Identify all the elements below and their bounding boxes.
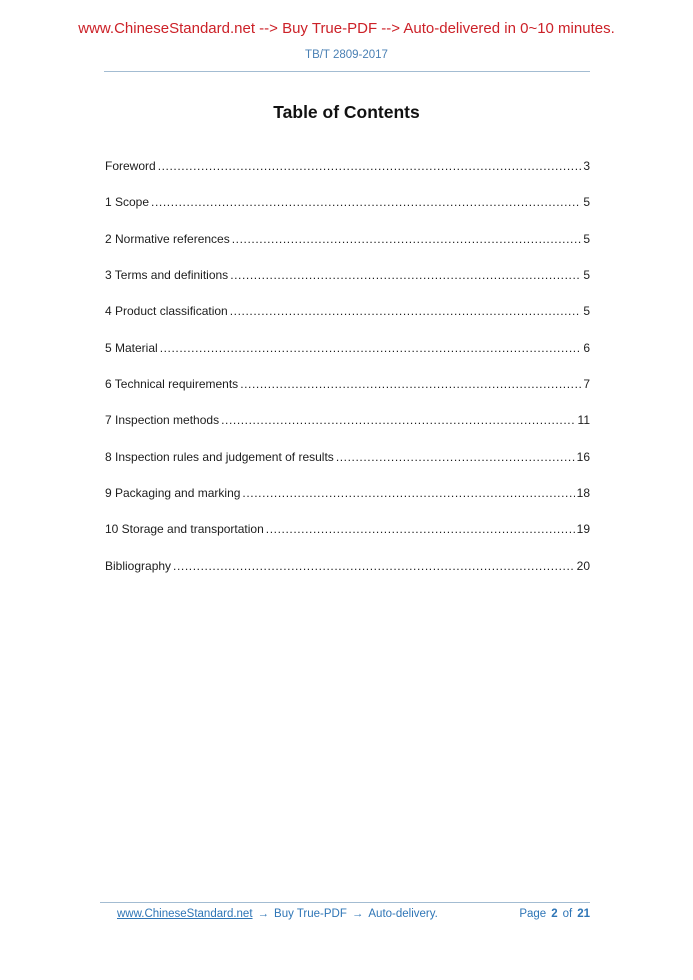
toc-entry-label: 2 Normative references bbox=[105, 231, 230, 246]
header-divider bbox=[104, 71, 590, 72]
footer-site-link[interactable]: www.ChineseStandard.net bbox=[117, 908, 253, 920]
toc-entry-label: 9 Packaging and marking bbox=[105, 486, 241, 501]
page-indicator bbox=[519, 908, 590, 920]
toc-entry-page: 5 bbox=[583, 195, 590, 210]
toc-entry-page: 20 bbox=[576, 558, 590, 573]
toc-entry bbox=[105, 475, 590, 511]
toc-entry-label: 3 Terms and definitions bbox=[105, 268, 229, 283]
toc-entry-label: 6 Technical requirements bbox=[105, 377, 239, 392]
toc-leader-dots bbox=[158, 330, 582, 366]
toc-entry-label: Foreword bbox=[105, 159, 156, 173]
toc-entry-page: 16 bbox=[576, 449, 590, 464]
toc-entry bbox=[105, 366, 590, 402]
toc-leader-dots bbox=[149, 184, 581, 220]
page-title: Table of Contents bbox=[273, 102, 420, 122]
standard-code: TB/T 2809-2017 bbox=[305, 49, 388, 61]
toc-entry bbox=[105, 330, 590, 366]
toc-entry bbox=[105, 293, 590, 329]
toc-leader-dots bbox=[334, 439, 575, 475]
toc-entry bbox=[105, 221, 590, 257]
toc-entry-label: 5 Material bbox=[105, 340, 158, 355]
toc-entry-page: 5 bbox=[583, 304, 590, 319]
arrow-icon: → bbox=[351, 908, 364, 920]
toc-entry bbox=[105, 439, 590, 475]
toc-entry-page: 11 bbox=[577, 413, 590, 428]
toc-entry-page: 3 bbox=[583, 159, 590, 173]
arrow-icon: → bbox=[257, 908, 270, 920]
toc-entry bbox=[105, 184, 590, 220]
footer-promo bbox=[117, 908, 438, 920]
toc-entry-page: 6 bbox=[583, 340, 590, 355]
toc-entry-page: 5 bbox=[583, 268, 590, 283]
toc-entry-label: 4 Product classification bbox=[105, 304, 228, 319]
toc-leader-dots bbox=[219, 402, 575, 438]
toc-entry-label: 7 Inspection methods bbox=[105, 413, 220, 428]
toc-entry bbox=[105, 511, 590, 547]
toc-entry-label: 8 Inspection rules and judgement of results bbox=[105, 449, 334, 464]
toc-entry-label: 10 Storage and transportation bbox=[105, 522, 264, 537]
toc-leader-dots bbox=[240, 475, 574, 511]
promo-banner-text: www.ChineseStandard.net --> Buy True-PDF --> Auto-delivered in 0~10 minutes. bbox=[78, 20, 615, 37]
page-word: Page bbox=[519, 908, 547, 920]
toc-list bbox=[105, 148, 590, 584]
page-current: 2 bbox=[551, 908, 558, 920]
toc-entry-label: 1 Scope bbox=[105, 195, 150, 210]
toc-leader-dots bbox=[156, 148, 582, 184]
toc-entry-page: 5 bbox=[583, 231, 590, 246]
toc-entry bbox=[105, 402, 590, 438]
toc-entry-page: 19 bbox=[576, 522, 590, 537]
toc-leader-dots bbox=[230, 221, 582, 257]
footer-delivery-text: Auto-delivery. bbox=[368, 908, 438, 920]
toc-entry-page: 7 bbox=[583, 377, 590, 392]
toc-entry-label: Bibliography bbox=[105, 558, 172, 573]
toc-leader-dots bbox=[171, 548, 575, 584]
toc-leader-dots bbox=[264, 511, 575, 547]
toc-entry bbox=[105, 257, 590, 293]
toc-leader-dots bbox=[228, 293, 582, 329]
page-footer bbox=[100, 902, 590, 920]
toc-entry-page: 18 bbox=[576, 486, 590, 501]
footer-buy-text: Buy True-PDF bbox=[274, 908, 347, 920]
toc-entry bbox=[105, 548, 590, 584]
toc-leader-dots bbox=[238, 366, 581, 402]
of-word: of bbox=[562, 908, 573, 920]
page-total: 21 bbox=[577, 908, 590, 920]
toc-entry bbox=[105, 148, 590, 184]
toc-leader-dots bbox=[228, 257, 581, 293]
